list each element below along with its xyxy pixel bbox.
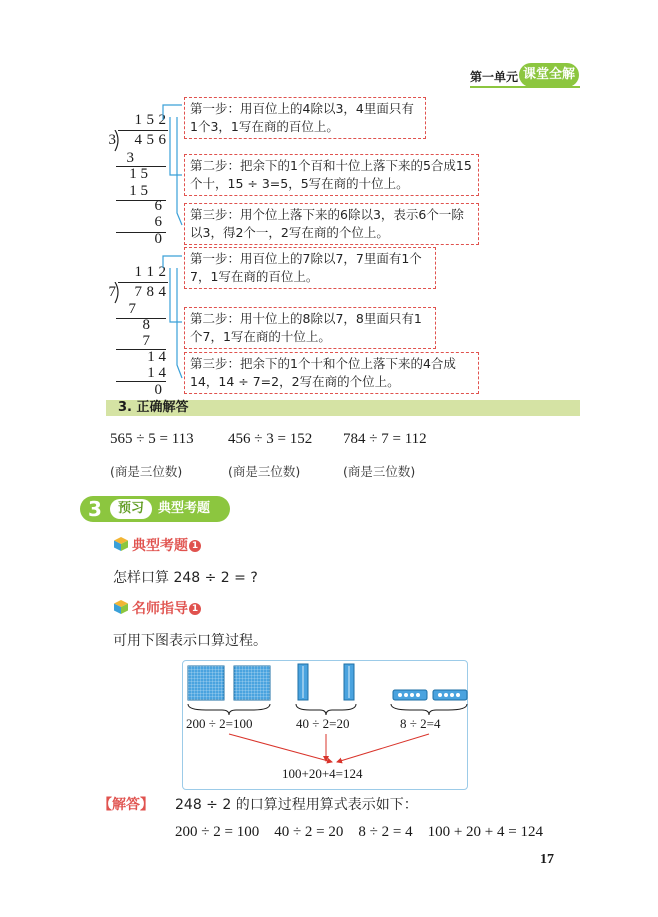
equation: 784 ÷ 7 = 112 — [343, 431, 427, 447]
work-row: 6 — [154, 198, 162, 214]
equation-note: (商是三位数) — [343, 464, 416, 479]
work-row: 3 — [126, 150, 134, 166]
quotient-digit: 2 — [158, 112, 166, 128]
section-title: 3. 正确解答 — [118, 400, 189, 415]
step-box: 第三步：把余下的1个十和个位上落下来的4合成14，14 ÷ 7=2，2写在商的个位上。 — [184, 352, 479, 394]
work-row: 1 5 — [129, 183, 148, 199]
typical-badge: 1 — [189, 540, 201, 552]
page-number: 17 — [540, 852, 554, 867]
guide-text: 可用下图表示口算过程。 — [113, 633, 267, 649]
work-row: 7 — [142, 333, 150, 349]
question: 怎样口算 248 ÷ 2 = ? — [113, 570, 258, 586]
unit-label: 第一单元 — [470, 70, 519, 84]
divisor: 7 — [108, 284, 116, 300]
step-box: 第二步：把余下的1个百和十位上落下来的5合成15个十，15 ÷ 3=5，5写在商的十位上。 — [184, 154, 479, 196]
work-row: 6 — [154, 214, 162, 230]
dividend-digit: 6 — [158, 132, 166, 148]
dividend-digit: 5 — [146, 132, 154, 148]
diagram-part: 8 ÷ 2=4 — [400, 716, 441, 731]
work-row: 1 4 — [147, 365, 166, 381]
work-row: 7 — [128, 301, 136, 317]
guide-title — [132, 598, 201, 618]
quotient-digit: 2 — [158, 264, 166, 280]
step-box: 第三步：用个位上落下来的6除以3，表示6个一除以3，得2个一，2写在商的个位上。 — [184, 203, 479, 245]
work-row: 0 — [154, 382, 162, 398]
unit-tag: 课堂全解 — [519, 63, 579, 87]
guide-title-text: 名师指导 — [132, 601, 188, 617]
quotient-digit: 1 — [146, 264, 154, 280]
step-box: 第一步：用百位上的7除以7，7里面有1个7，1写在商的百位上。 — [184, 247, 436, 289]
quotient-digit: 5 — [146, 112, 154, 128]
header-rule — [470, 86, 580, 88]
quotient-digit: 1 — [134, 112, 142, 128]
cube-icon — [113, 536, 129, 556]
work-row: 0 — [154, 231, 162, 247]
division-bracket — [114, 130, 122, 152]
equation-note: (商是三位数) — [228, 464, 301, 479]
guide-badge: 1 — [189, 603, 201, 615]
dividend-digit: 7 — [134, 284, 142, 300]
division-bracket — [114, 282, 122, 304]
answer-intro: 248 ÷ 2 的口算过程用算式表示如下： — [175, 797, 418, 813]
quotient-digit: 1 — [134, 264, 142, 280]
typical-title-text: 典型考题 — [132, 538, 188, 554]
diagram-part: 40 ÷ 2=20 — [296, 716, 350, 731]
dividend-digit: 4 — [134, 132, 142, 148]
section-pill-label: 预习 — [110, 499, 152, 519]
dividend-digit: 4 — [158, 284, 166, 300]
dividend-digit: 8 — [146, 284, 154, 300]
step-box: 第二步：用十位上的8除以7，8里面只有1个7，1写在商的十位上。 — [184, 307, 436, 349]
divisor: 3 — [108, 132, 116, 148]
equation-note: (商是三位数) — [110, 464, 183, 479]
equation: 565 ÷ 5 = 113 — [110, 431, 194, 447]
section-number: 3 — [88, 497, 102, 521]
diagram-part: 200 ÷ 2=100 — [186, 716, 253, 731]
work-row: 1 4 — [147, 349, 166, 365]
section-label: 典型考题 — [158, 501, 211, 516]
answer-line: 200 ÷ 2 = 100 40 ÷ 2 = 20 8 ÷ 2 = 4 100 + 20 + 4 = 124 — [175, 824, 543, 840]
cube-icon — [113, 599, 129, 619]
diagram-total: 100+20+4=124 — [282, 766, 363, 781]
work-row: 1 5 — [129, 166, 148, 182]
step-box: 第一步：用百位上的4除以3，4里面只有1个3，1写在商的百位上。 — [184, 97, 426, 139]
answer-tag: 【解答】 — [98, 797, 154, 813]
place-value-diagram — [182, 660, 468, 790]
work-row: 8 — [142, 317, 150, 333]
equation: 456 ÷ 3 = 152 — [228, 431, 313, 447]
typical-title — [132, 535, 201, 555]
